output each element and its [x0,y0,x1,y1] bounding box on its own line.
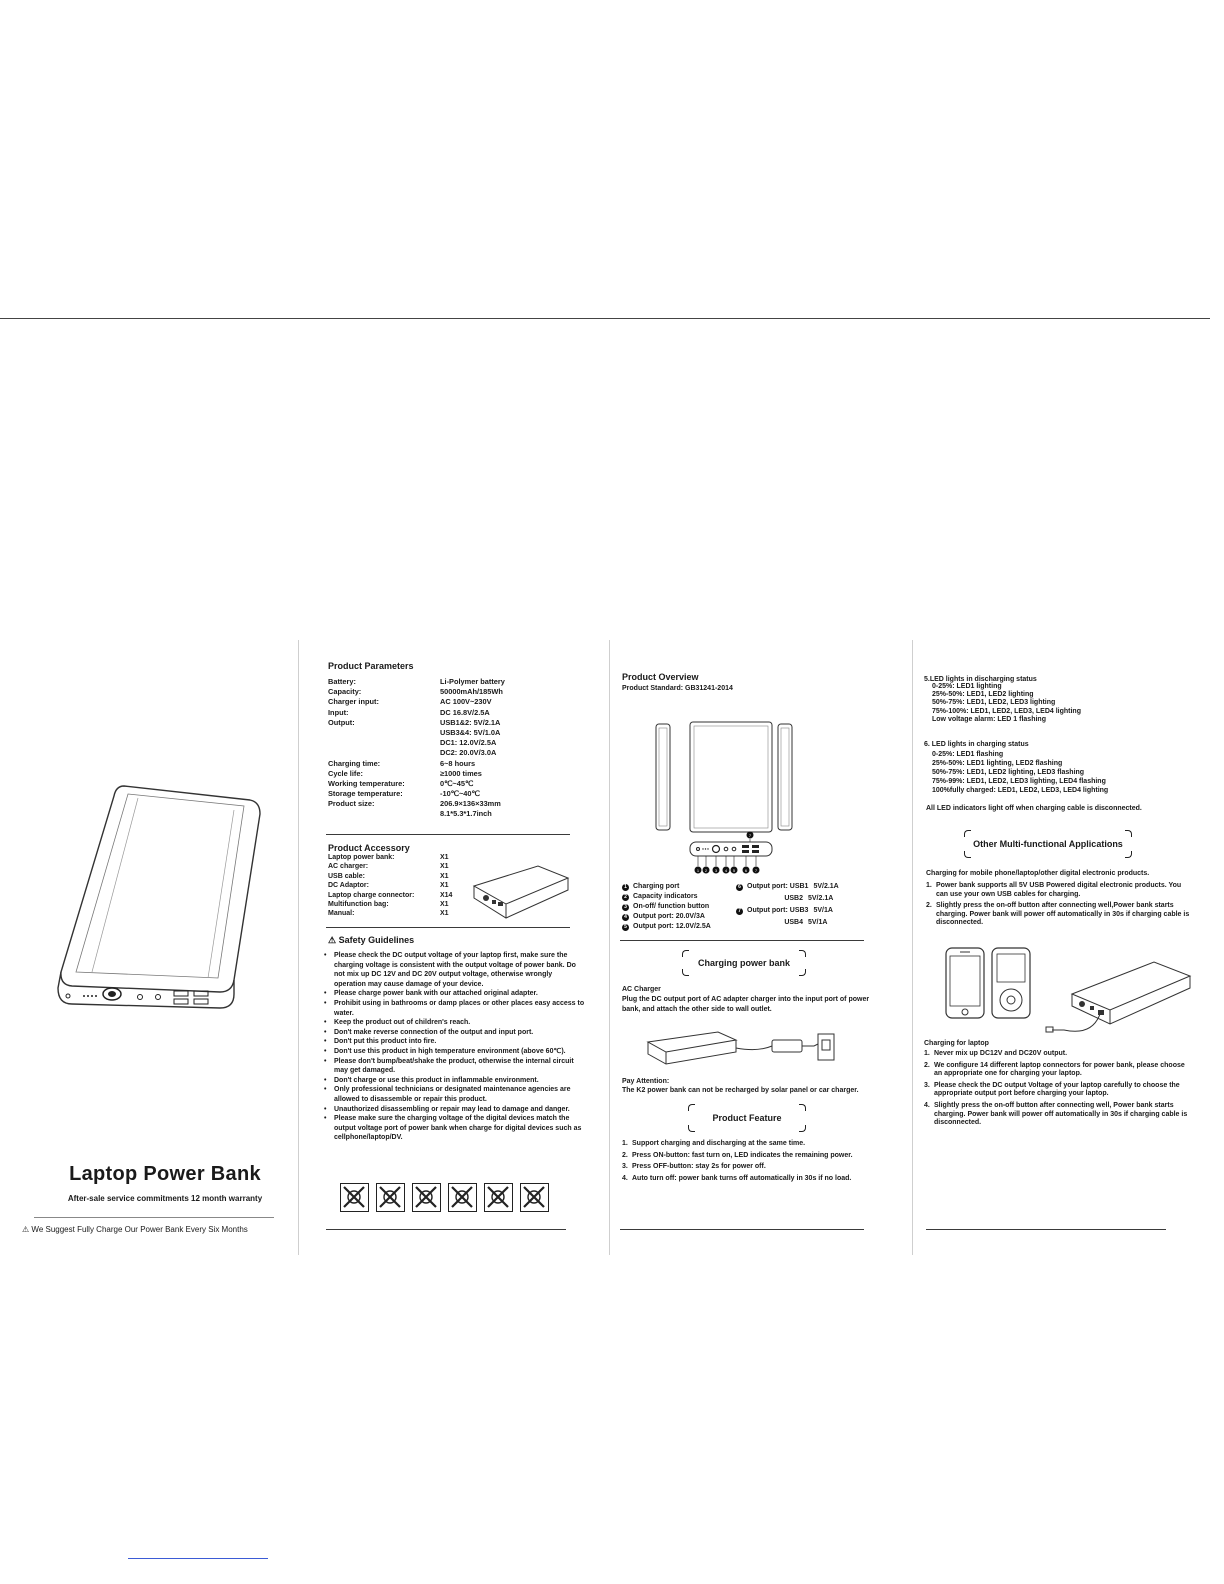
safety-item: • Please check the DC output voltage of your laptop first, make sure the charging voltage is consistent with the output voltage of power bank. Do not mix up DC 12V and DC 20V output voltage, otherwise wrongly operation may cause damage of your device. [324,951,586,989]
mobile-item-number: 2. [926,902,932,910]
mobile-item-text: Power bank supports all 5V USB Powered digital electronic products. You can use your own USB cables for charging. [936,882,1182,898]
feature-heading-box [688,1104,806,1132]
port-text: On-off/ function button [633,903,710,910]
mobile-list [926,882,1194,928]
safety-icons-row [340,1183,570,1215]
port-item [736,919,827,926]
laptop-item-number: 1. [924,1050,930,1057]
param-value: ≥1000 times [440,768,482,778]
svg-text:4: 4 [724,868,728,873]
overview-divider [620,940,864,941]
devices-illustration [944,946,1032,1020]
accessory-qty: X1 [440,900,449,908]
svg-text:3: 3 [714,868,718,873]
accessory-item: DC Adaptor: [328,882,369,890]
feature-item-text: Auto turn off: power bank turns off automatically in 30s if no load. [632,1174,852,1182]
svg-text:7: 7 [748,833,752,838]
safety-list-wrap [324,951,586,1143]
safety-item: • Don't make reverse connection of the output and input port. [324,1028,586,1038]
params-heading: Product Parameters [328,661,414,671]
params-table [328,677,598,820]
led-charge-item: 0-25%: LED1 flashing [932,751,1004,758]
feature-item [622,1140,892,1149]
accessory-qty: X14 [440,891,453,899]
laptop-item-text: Never mix up DC12V and DC20V output. [934,1050,1068,1057]
port-number: 2 [622,894,629,901]
accessory-qty: X1 [440,863,449,871]
feature-item-text: Press OFF-button: stay 2s for power off. [632,1163,766,1171]
svg-text:1: 1 [696,868,700,873]
product-views-diagram [650,718,800,880]
accessory-item: Laptop charge connector: [328,891,415,899]
panel2-bottom-rule [326,1229,566,1230]
mobile-item-text: Slightly press the on-off button after connecting well,Power bank starts charging. Power bank will power off automatically in 30s if charging cable is disconnected. [936,902,1190,927]
ac-charger-label: AC Charger [622,986,661,993]
param-key: Product size: [328,799,375,809]
port-text: Output port: 12.0V/2.5A [633,923,711,930]
laptop-item [924,1062,1194,1079]
param-row [328,687,598,697]
accessory-row [328,910,468,919]
ports-list-right [736,883,876,935]
port-number: 1 [622,884,629,891]
accessory-row [328,863,468,872]
attention-title: Pay Attention: [622,1078,670,1085]
feature-heading: Product Feature [712,1113,782,1123]
safety-item: • Only professional technicians or designated maintenance agencies are allowed to disassemble or repair this product. [324,1085,586,1104]
param-key: Working temperature: [328,778,405,788]
laptop-item [924,1082,1194,1099]
led-discharge-item: Low voltage alarm: LED 1 flashing [932,715,1046,723]
feature-item [622,1163,892,1172]
port-value: 5V/1A [813,907,833,914]
safety-item: • Prohibit using in bathrooms or damp places or other places easy access to water. [324,999,586,1018]
safety-item: • Keep the product out of children's reach. [324,1018,586,1028]
accessory-row [328,901,468,910]
led-discharge-title: 5.LED lights in discharging status [924,676,1037,683]
accessory-qty: X1 [440,882,449,890]
laptop-item [924,1050,1194,1059]
feature-list-wrap [622,1140,892,1186]
port-label: Output port: USB3 [747,907,809,914]
feature-item-number: 3. [622,1163,628,1171]
param-row [328,748,598,758]
no-trash-icon [484,1183,513,1212]
power-bank-illustration [54,780,264,1010]
led-discharge-item: 0-25%: LED1 lighting [932,683,1002,690]
svg-text:7: 7 [754,868,758,873]
overview-standard: Product Standard: GB31241-2014 [622,685,733,692]
cover-warning: ⚠ We Suggest Fully Charge Our Power Bank Every Six Months [22,1225,248,1234]
no-water-icon [340,1183,369,1212]
safety-item: • Please charge power bank with our attached original adapter. [324,989,586,999]
port-item [736,895,833,902]
param-value: 50000mAh/185Wh [440,687,503,697]
top-trim-line [0,318,1210,319]
svg-text:2: 2 [704,868,708,873]
param-value: 0℃~45℃ [440,778,474,788]
laptop-charging-title: Charging for laptop [924,1040,989,1047]
port-number: 3 [622,904,629,911]
accessory-item: Manual: [328,910,355,918]
param-value: USB1&2: 5V/2.1A [440,717,501,727]
safety-list [324,951,586,1143]
port-number: 5 [622,924,629,931]
param-value: 206.9×136×33mm [440,799,501,809]
port-label: USB4 [784,919,803,926]
param-key: Charger input: [328,697,379,707]
no-disassemble-icon [376,1183,405,1212]
led-discharge-item: 50%-75%: LED1, LED2, LED3 lighting [932,699,1056,707]
safety-item: • Don't charge or use this product in inflammable environment. [324,1076,586,1086]
accessory-divider [326,927,570,928]
port-item [622,923,711,931]
bottom-blue-line [128,1558,268,1559]
param-value: DC1: 12.0V/2.5A [440,738,497,748]
laptop-item [924,1102,1194,1128]
laptop-list-wrap [924,1050,1194,1131]
feature-item [622,1175,892,1184]
laptop-item-text: Please check the DC output Voltage of your laptop carefully to choose the appropriate output port before charging your laptop. [934,1081,1180,1098]
param-key: Cycle life: [328,768,363,778]
feature-item-text: Press ON-button: fast turn on, LED indicates the remaining power. [632,1151,853,1159]
laptop-item-text: Slightly press the on-off button after connecting well, Power bank starts charging. Power bank will power off automatically in 30s if charging cable is disconnected. [934,1101,1188,1127]
cover-subtitle: After-sale service commitments 12 month warranty [67,1194,263,1203]
safety-item: • Don't put this product into fire. [324,1037,586,1047]
feature-item-number: 4. [622,1174,628,1182]
no-children-icon [448,1183,477,1212]
port-number: 6 [736,884,743,891]
warning-triangle-icon: ⚠ [328,935,337,945]
port-text: Output port: 20.0V/3A [633,913,705,920]
feature-item-number: 1. [622,1140,628,1147]
param-row [328,759,598,769]
laptop-item-text: We configure 14 different laptop connectors for power bank, please choose an appropriate one for charging your laptop. [934,1061,1185,1078]
ac-charger-desc: Plug the DC output port of AC adapter charger into the input port of power bank, and attach the other side to wall outlet. [622,996,870,1013]
port-item [622,893,698,901]
param-value: Li-Polymer battery [440,677,505,686]
port-item [622,913,705,921]
led-discharge-item: 25%-50%: LED1, LED2 lighting [932,691,1034,699]
apps-heading-box [964,830,1132,858]
bank-with-cable-illustration [1044,958,1194,1036]
param-key: Storage temperature: [328,789,403,799]
accessory-heading: Product Accessory [328,843,410,853]
no-fire-icon [412,1183,441,1212]
port-text: Capacity indicators [633,893,698,900]
led-charge-item: 75%-99%: LED1, LED2, LED3 lighting, LED4 flashing [932,778,1106,785]
param-value: DC 16.8V/2.5A [440,707,490,717]
safety-item: • Unauthorized disassembling or repair may lead to damage and danger. [324,1105,586,1115]
param-value: -10℃~40℃ [440,789,480,799]
param-row [328,779,598,789]
feature-item-number: 2. [622,1151,628,1159]
led-charge-list [932,750,1202,795]
fold-line-1 [298,640,299,1255]
params-divider [326,834,570,835]
led-charge-item: 50%-75%: LED1, LED2 lighting, LED3 flashing [932,769,1085,776]
port-item [622,883,679,891]
cover-divider [34,1217,274,1218]
param-key: Charging time: [328,758,381,768]
param-row [328,799,598,809]
accessory-qty: X1 [440,910,449,918]
feature-list [622,1140,892,1183]
svg-text:5: 5 [732,868,736,873]
param-row [328,769,598,779]
fold-line-2 [609,640,610,1255]
led-charge-item: 25%-50%: LED1 lighting, LED2 flashing [932,760,1063,767]
led-note: All LED indicators light off when charging cable is disconnected. [926,805,1142,812]
accessory-item: Laptop power bank: [328,854,395,861]
param-value: 6~8 hours [440,758,476,768]
laptop-item-number: 3. [924,1081,930,1089]
port-value: 5V/2.1A [813,883,839,890]
fold-line-3 [912,640,913,1255]
feature-item [622,1152,892,1161]
mobile-list-wrap [926,882,1194,931]
accessory-qty: X1 [440,872,449,880]
accessory-table [328,854,468,920]
accessory-row [328,854,468,863]
param-value: DC2: 20.0V/3.0A [440,748,497,758]
led-charge-title: 6. LED lights in charging status [924,741,1029,748]
accessory-item: USB cable: [328,872,365,880]
port-number: 4 [622,914,629,921]
mobile-item [926,902,1194,928]
mobile-charging-title: Charging for mobile phone/laptop/other digital electronic products. [926,870,1150,877]
accessory-qty: X1 [440,854,449,861]
attention-text: The K2 power bank can not be recharged by solar panel or car charger. [622,1087,859,1094]
led-charge-item: 100%fully charged: LED1, LED2, LED3, LED4 lighting [932,787,1109,794]
ports-list-left [622,883,742,935]
laptop-list [924,1050,1194,1128]
param-row [328,677,598,687]
port-item [736,883,839,891]
mobile-item [926,882,1194,899]
no-bump-icon [520,1183,549,1212]
svg-text:6: 6 [744,868,748,873]
param-value: 8.1*5.3*1.7inch [440,809,492,819]
port-item [736,907,833,915]
port-label: USB2 [784,895,803,902]
accessory-item: AC charger: [328,863,369,871]
param-key: Battery: [328,677,356,686]
charging-diagram [646,1028,840,1072]
accessory-row [328,873,468,882]
led-discharge-item: 75%-100%: LED1, LED2, LED3, LED4 lighting [932,707,1081,715]
mobile-item-number: 1. [926,882,932,889]
param-row [328,738,598,748]
port-number: 7 [736,908,743,915]
overview-heading: Product Overview [622,672,699,682]
panel4-bottom-rule [926,1229,1166,1230]
param-row [328,789,598,799]
feature-item-text: Support charging and discharging at the same time. [632,1140,806,1147]
port-text: Charging port [633,883,680,890]
laptop-item-number: 4. [924,1101,930,1109]
port-value: 5V/2.1A [808,895,834,902]
led-discharge-list [932,683,1202,724]
safety-item: • Don't use this product in high temperature environment (above 60℃). [324,1047,586,1057]
param-key: Input: [328,707,349,717]
safety-heading: ⚠ Safety Guidelines [328,935,415,945]
param-row [328,718,598,728]
port-value: 5V/1A [808,919,828,926]
charging-heading: Charging power bank [697,958,790,968]
accessory-item: Multifunction bag: [328,900,389,908]
param-row [328,708,598,718]
safety-item: • Please don't bump/beat/shake the product, otherwise the internal circuit may get damaged. [324,1057,586,1076]
param-key: Output: [328,717,355,727]
accessory-row [328,882,468,891]
port-label: Output port: USB1 [747,883,809,890]
accessory-row [328,892,468,901]
warning-triangle-icon: ⚠ [22,1225,30,1234]
param-row [328,728,598,738]
panel3-bottom-rule [620,1229,864,1230]
safety-item: • Please make sure the charging voltage of the digital devices match the output voltage port of power bank when charge for digital devices such as cellphone/laptop/DV. [324,1114,586,1143]
port-item [622,903,709,911]
param-key: Capacity: [328,687,362,697]
accessory-power-bank-image [470,862,570,924]
param-row [328,697,598,707]
param-value: USB3&4: 5V/1.0A [440,727,501,737]
laptop-item-number: 2. [924,1061,930,1069]
param-row [328,809,598,819]
apps-heading: Other Multi-functional Applications [973,839,1123,849]
param-value: AC 100V~230V [440,697,492,707]
cover-title: Laptop Power Bank [69,1163,261,1185]
charging-heading-box [682,950,806,976]
